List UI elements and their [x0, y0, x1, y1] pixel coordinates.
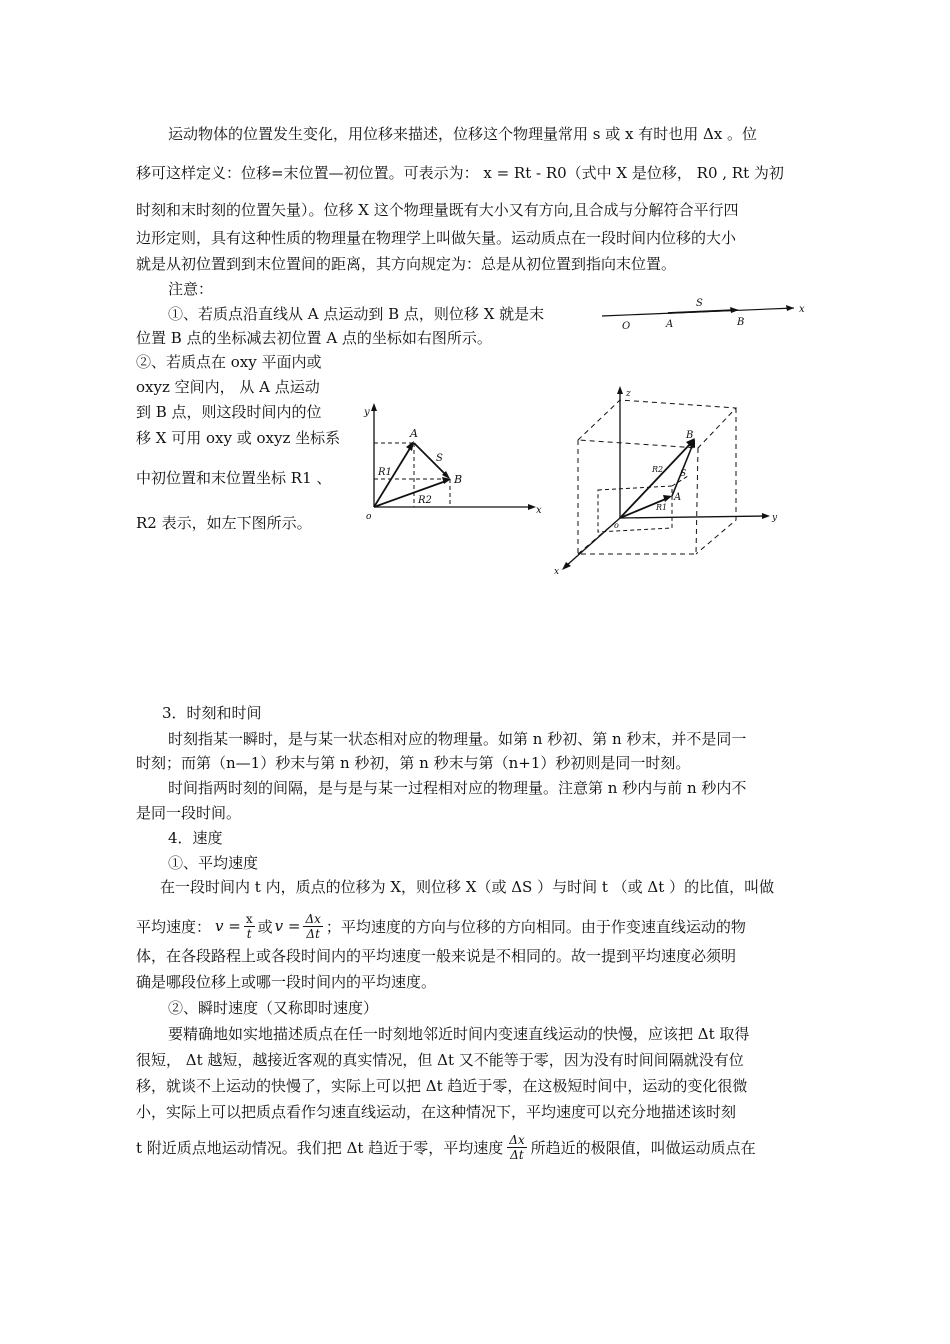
- instantaneous-velocity-heading: ②、瞬时速度（又称即时速度）: [168, 999, 379, 1017]
- line-5-prefix: t 附近质点地运动情况。我们把 Δt 趋近于零，平均速度: [136, 1138, 504, 1157]
- instantaneous-velocity-line-5: [136, 1124, 756, 1170]
- note-1-line-b: 位置 B 点的坐标减去初位置 A 点的坐标如右图所示。: [136, 329, 492, 347]
- intro-line-2: 移可这样定义：位移=末位置—初位置。可表示为： x = Rt - R0（式中 X 是位移， R0 , Rt 为初: [136, 164, 784, 182]
- average-velocity-line-4: 确是哪段位移上或哪一段时间内的平均速度。: [136, 973, 437, 991]
- label-y: y: [364, 407, 370, 418]
- label-x: x: [536, 505, 542, 516]
- label-r1: R1: [656, 503, 668, 512]
- label-r2: R2: [652, 465, 664, 474]
- formula-2-denominator: Δt: [306, 926, 320, 941]
- line-5-suffix: 所趋近的极限值，叫做运动质点在: [530, 1138, 756, 1157]
- line-5-denominator: Δt: [510, 1147, 524, 1162]
- note-2-line-c: 到 B 点，则这段时间内的位: [136, 403, 322, 421]
- section-3-para-1b: 时刻；而第（n—1）秒末与第 n 秒初，第 n 秒末与第（n+1）秒初则是同一时刻。: [136, 754, 691, 772]
- section-3-para-2b: 是同一段时间。: [136, 804, 242, 822]
- vector-r2: [374, 481, 446, 507]
- formula-prefix: 平均速度：: [136, 917, 212, 936]
- average-velocity-heading: ①、平均速度: [168, 854, 259, 872]
- label-b: B: [454, 473, 463, 486]
- label-o: o: [366, 512, 372, 522]
- label-s: S: [436, 453, 443, 464]
- label-a: A: [410, 427, 418, 440]
- label-r2: R2: [418, 495, 432, 506]
- formula-1-lhs: v =: [215, 917, 241, 935]
- label-a: A: [666, 319, 674, 330]
- label-x: x: [554, 567, 560, 577]
- oxyz-space-figure: [548, 380, 788, 578]
- formula-suffix: ；平均速度的方向与位移的方向相同。由于作变速直线运动的物: [325, 917, 746, 936]
- oxy-plane-figure: [360, 395, 550, 525]
- intro-line-1: 运动物体的位置发生变化，用位移来描述，位移这个物理量常用 s 或 x 有时也用 Δx 。位: [168, 125, 758, 143]
- note-2-line-a: ②、若质点在 oxy 平面内或: [136, 353, 322, 371]
- displacement-arrowhead: [730, 307, 739, 313]
- note-2-line-f: R2 表示，如左下图所示。: [136, 514, 312, 532]
- intro-line-3: 时刻和末时刻的位置矢量）。位移 X 这个物理量既有大小又有方向,且合成与分解符合平行四: [136, 201, 739, 219]
- average-velocity-line-1: 在一段时间内 t 内，质点的位移为 X，则位移 X（或 ΔS ）与时间 t （或 Δt ）的比值，叫做: [160, 878, 775, 896]
- label-b: B: [737, 317, 745, 328]
- label-y: y: [772, 513, 778, 523]
- note-label: 注意：: [168, 280, 214, 298]
- line-displacement-figure: [596, 294, 808, 334]
- formula-2-fraction: [303, 912, 322, 941]
- label-s: S: [680, 469, 687, 479]
- intro-line-5: 就是从初位置到到末位置间的距离，其方向规定为：总是从初位置到指向末位置。: [136, 255, 677, 273]
- section-4-title: 4．速度: [168, 829, 223, 847]
- formula-1-denominator: t: [246, 926, 252, 941]
- y-axis-arrowhead: [762, 513, 770, 519]
- section-3-para-1a: 时刻指某一瞬时，是与某一状态相对应的物理量。如第 n 秒初、第 n 秒末，并不是同一: [168, 730, 747, 748]
- line-5-fraction: [507, 1133, 526, 1162]
- displacement-arrow: [668, 310, 736, 313]
- label-a: A: [674, 492, 682, 503]
- y-axis: [620, 516, 766, 518]
- note-2-line-e: 中初位置和末位置坐标 R1 、: [136, 469, 332, 487]
- note-1-line-a: ①、若质点沿直线从 A 点运动到 B 点，则位移 X 就是末: [168, 305, 545, 323]
- x-axis-arrowhead: [528, 504, 536, 510]
- label-s: S: [696, 298, 703, 309]
- intro-line-4: 边形定则，具有这种性质的物理量在物理学上叫做矢量。运动质点在一段时间内位移的大小: [136, 229, 737, 247]
- label-b: B: [686, 430, 694, 441]
- section-3-para-2a: 时间指两时刻的间隔，是与是与某一过程相对应的物理量。注意第 n 秒内与前 n 秒内不: [168, 779, 747, 797]
- label-z: z: [626, 389, 631, 399]
- line-5-numerator: Δx: [509, 1132, 525, 1147]
- instantaneous-velocity-line-1: 要精确地如实地描述质点在任一时刻地邻近时间内变速直线运动的快慢，应该把 Δt 取得: [168, 1025, 750, 1043]
- average-velocity-line-3: 体，在各段路程上或各段时间内的平均速度一般来说是不相同的。故一提到平均速度必须明: [136, 947, 737, 965]
- formula-or: 或: [257, 917, 273, 936]
- label-r1: R1: [378, 467, 392, 478]
- label-o: O: [622, 321, 631, 332]
- label-o: o: [614, 521, 619, 530]
- x-axis-arrowhead: [786, 305, 794, 311]
- inner-dashed-box: [598, 476, 688, 532]
- z-axis-arrowhead: [617, 386, 623, 394]
- instantaneous-velocity-line-2: 很短， Δt 越短，越接近客观的真实情况，但 Δt 又不能等于零，因为没有时间间隔就没有位: [136, 1051, 744, 1069]
- instantaneous-velocity-line-4: 小，实际上可以把质点看作匀速直线运动，在这种情况下，平均速度可以充分地描述该时刻: [136, 1103, 737, 1121]
- note-2-line-d: 移 X 可用 oxy 或 oxyz 坐标系: [136, 429, 341, 447]
- outer-dashed-box: [578, 400, 736, 554]
- instantaneous-velocity-line-3: 移，就谈不上运动的快慢了，实际上可以把 Δt 趋近于零，在这极短时间中，运动的变化很微: [136, 1077, 748, 1095]
- label-x: x: [799, 304, 805, 315]
- y-axis-arrowhead: [371, 403, 377, 411]
- formula-1-fraction: [244, 912, 255, 941]
- formula-1-numerator: x: [245, 911, 253, 926]
- section-3-title: 3．时刻和时间: [162, 704, 262, 722]
- note-2-line-b: oxyz 空间内， 从 A 点运动: [136, 378, 320, 396]
- formula-2-lhs: v =: [274, 917, 301, 935]
- average-velocity-formula-line: [136, 904, 746, 948]
- x-axis: [566, 518, 620, 566]
- formula-2-numerator: Δx: [305, 911, 321, 926]
- vector-r1-arrowhead: [663, 495, 672, 502]
